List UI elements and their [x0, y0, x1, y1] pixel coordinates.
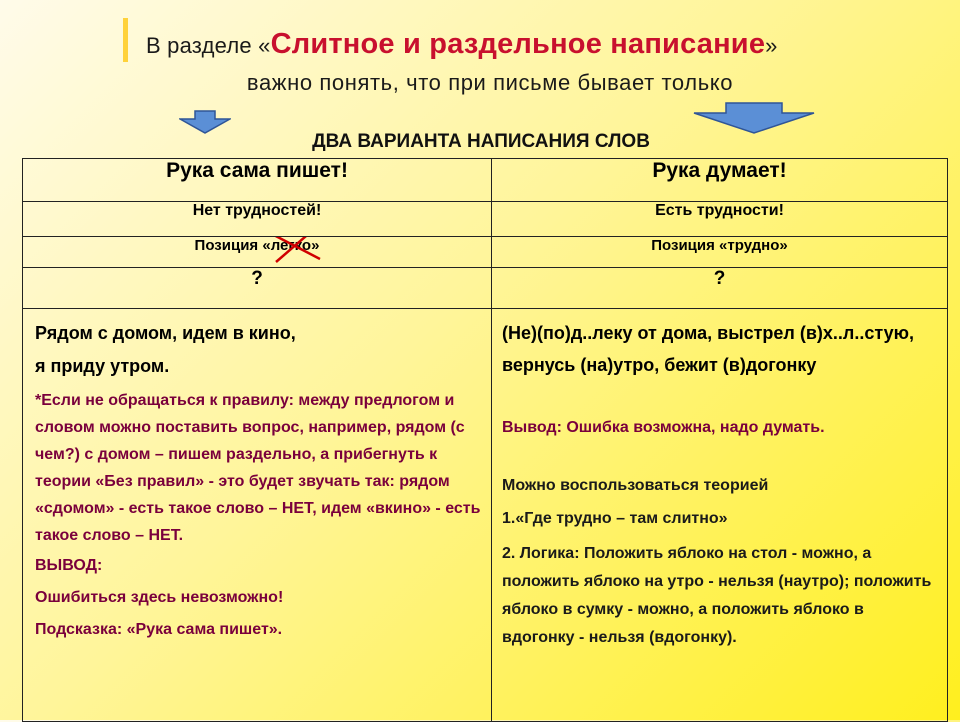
arrow-down-icon: [692, 102, 816, 134]
right-theory: Можно воспользоваться теорией: [502, 477, 769, 494]
table-row: [23, 309, 948, 722]
body-left: [23, 309, 492, 722]
question-left: ?: [23, 268, 492, 309]
left-example-1: Рядом с домом, идем в кино,: [35, 323, 296, 343]
left-conclusion: Ошибиться здесь невозможно!: [35, 589, 284, 606]
head-right: Рука думает!: [492, 159, 948, 202]
crossed-word-text: легко: [270, 237, 312, 254]
cross-out-icon: [265, 237, 323, 265]
title-line-2: важно понять, что при письме бывает только: [246, 70, 734, 95]
question-right: ?: [492, 268, 948, 309]
title-line-1: [146, 28, 946, 61]
head-left: Рука сама пишет!: [23, 159, 492, 202]
position-right: Позиция «трудно»: [492, 237, 948, 268]
right-examples: (Не)(по)д..леку от дома, выстрел (в)х..л..стую, вернусь (на)утро, бежит (в)догонку: [502, 323, 915, 375]
position-left: [23, 237, 492, 268]
table-row: [23, 237, 948, 268]
crossed-word: [271, 237, 311, 254]
table-row: [23, 202, 948, 237]
subtitle: ДВА ВАРИАНТА НАПИСАНИЯ СЛОВ: [312, 131, 650, 152]
title-suffix: »: [765, 33, 778, 58]
right-rule-2: 2. Логика: Положить яблоко на стол - можно, а положить яблоко на утро - нельзя (наутро); положить яблоко в сумку - можно, а положить яблоко в вдогонку - нельзя (вдогонку).: [502, 545, 932, 646]
left-hint: Подсказка: «Рука сама пишет».: [35, 621, 283, 638]
left-example-2: я приду утром.: [35, 356, 170, 376]
right-rule-1: 1.«Где трудно – там слитно»: [502, 510, 728, 527]
table-row: [23, 268, 948, 309]
title-highlight: Слитное и раздельное написание: [270, 28, 766, 60]
position-suffix: »: [311, 237, 320, 254]
title-accent-bar: [123, 18, 128, 62]
difficulty-left: Нет трудностей!: [23, 202, 492, 237]
difficulty-right: Есть трудности!: [492, 202, 948, 237]
position-prefix: Позиция «: [194, 237, 271, 254]
body-right: [492, 309, 948, 722]
comparison-table: [22, 158, 948, 722]
right-conclusion: Вывод: Ошибка возможна, надо думать.: [502, 419, 825, 436]
left-conclusion-label: ВЫВОД:: [35, 557, 103, 574]
title-prefix: В разделе «: [146, 33, 271, 58]
table-head-row: [23, 159, 948, 202]
left-rule-note: *Если не обращаться к правилу: между предлогом и словом можно поставить вопрос, например, рядом (с чем?) с домом – пишем раздельно, а прибегнуть к теории «Без правил» - это будет звучать так: рядом «сдомом» - есть такое слово – НЕТ, идем «вкино» - есть такое слово – НЕТ.: [35, 392, 481, 544]
